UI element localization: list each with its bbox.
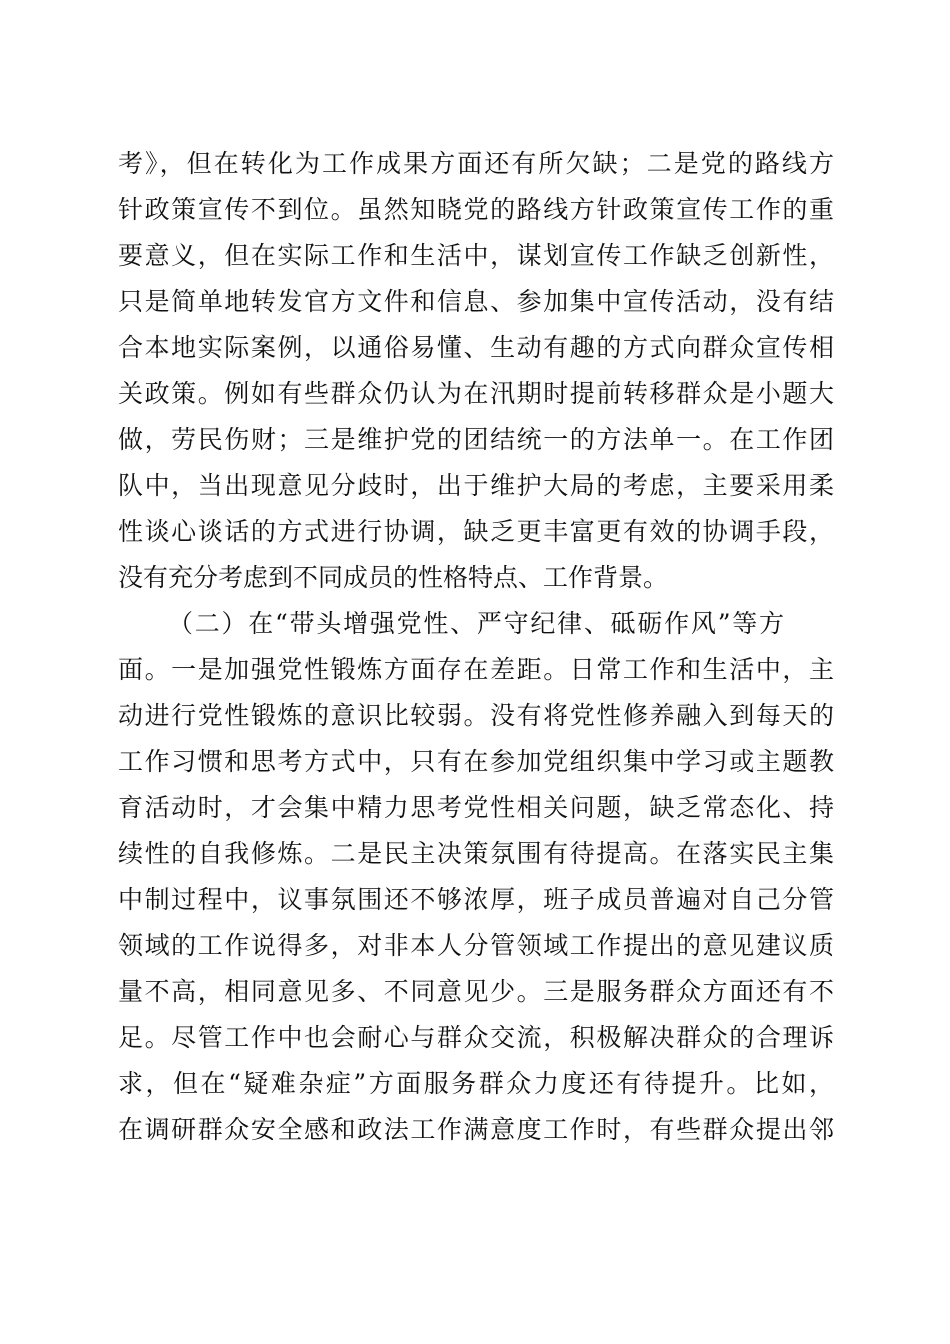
body-text-line: 中制过程中，议事氛围还不够浓厚，班子成员普遍对自己分管 xyxy=(118,885,834,914)
body-text-line: 队中，当出现意见分歧时，出于维护大局的考虑，主要采用柔 xyxy=(118,471,834,500)
body-text-line: 做，劳民伤财；三是维护党的团结统一的方法单一。在工作团 xyxy=(118,425,834,454)
body-text-line: 求，但在“疑难杂症”方面服务群众力度还有待提升。比如， xyxy=(118,1069,834,1098)
body-text-line: 合本地实际案例，以通俗易懂、生动有趣的方式向群众宣传相 xyxy=(118,333,834,362)
body-text-line: 量不高，相同意见多、不同意见少。三是服务群众方面还有不 xyxy=(118,977,834,1006)
body-text-line: 足。尽管工作中也会耐心与群众交流，积极解决群众的合理诉 xyxy=(118,1023,834,1052)
body-text-line: 关政策。例如有些群众仍认为在汛期时提前转移群众是小题大 xyxy=(118,379,834,408)
body-text-line: 考》，但在转化为工作成果方面还有所欠缺；二是党的路线方 xyxy=(118,149,834,178)
body-text-line: 工作习惯和思考方式中，只有在参加党组织集中学习或主题教 xyxy=(118,747,834,776)
body-text-line: 针政策宣传不到位。虽然知晓党的路线方针政策宣传工作的重 xyxy=(118,195,834,224)
body-text-line: 只是简单地转发官方文件和信息、参加集中宣传活动，没有结 xyxy=(118,287,834,316)
body-text-line: 育活动时，才会集中精力思考党性相关问题，缺乏常态化、持 xyxy=(118,793,834,822)
body-text-line: 领域的工作说得多，对非本人分管领域工作提出的意见建议质 xyxy=(118,931,834,960)
body-text-line: 续性的自我修炼。二是民主决策氛围有待提高。在落实民主集 xyxy=(118,839,834,868)
body-text-line: 在调研群众安全感和政法工作满意度工作时，有些群众提出邻 xyxy=(118,1115,834,1144)
body-text-line: 没有充分考虑到不同成员的性格特点、工作背景。 xyxy=(118,563,669,592)
body-text-line: 面。一是加强党性锻炼方面存在差距。日常工作和生活中，主 xyxy=(118,655,834,684)
section-heading-line: （二）在“带头增强党性、严守纪律、砥砺作风”等方 xyxy=(168,609,784,638)
body-text-line: 要意义，但在实际工作和生活中，谋划宣传工作缺乏创新性， xyxy=(118,241,834,270)
body-text-line: 动进行党性锻炼的意识比较弱。没有将党性修养融入到每天的 xyxy=(118,701,834,730)
body-text-line: 性谈心谈话的方式进行协调，缺乏更丰富更有效的协调手段， xyxy=(118,517,834,546)
